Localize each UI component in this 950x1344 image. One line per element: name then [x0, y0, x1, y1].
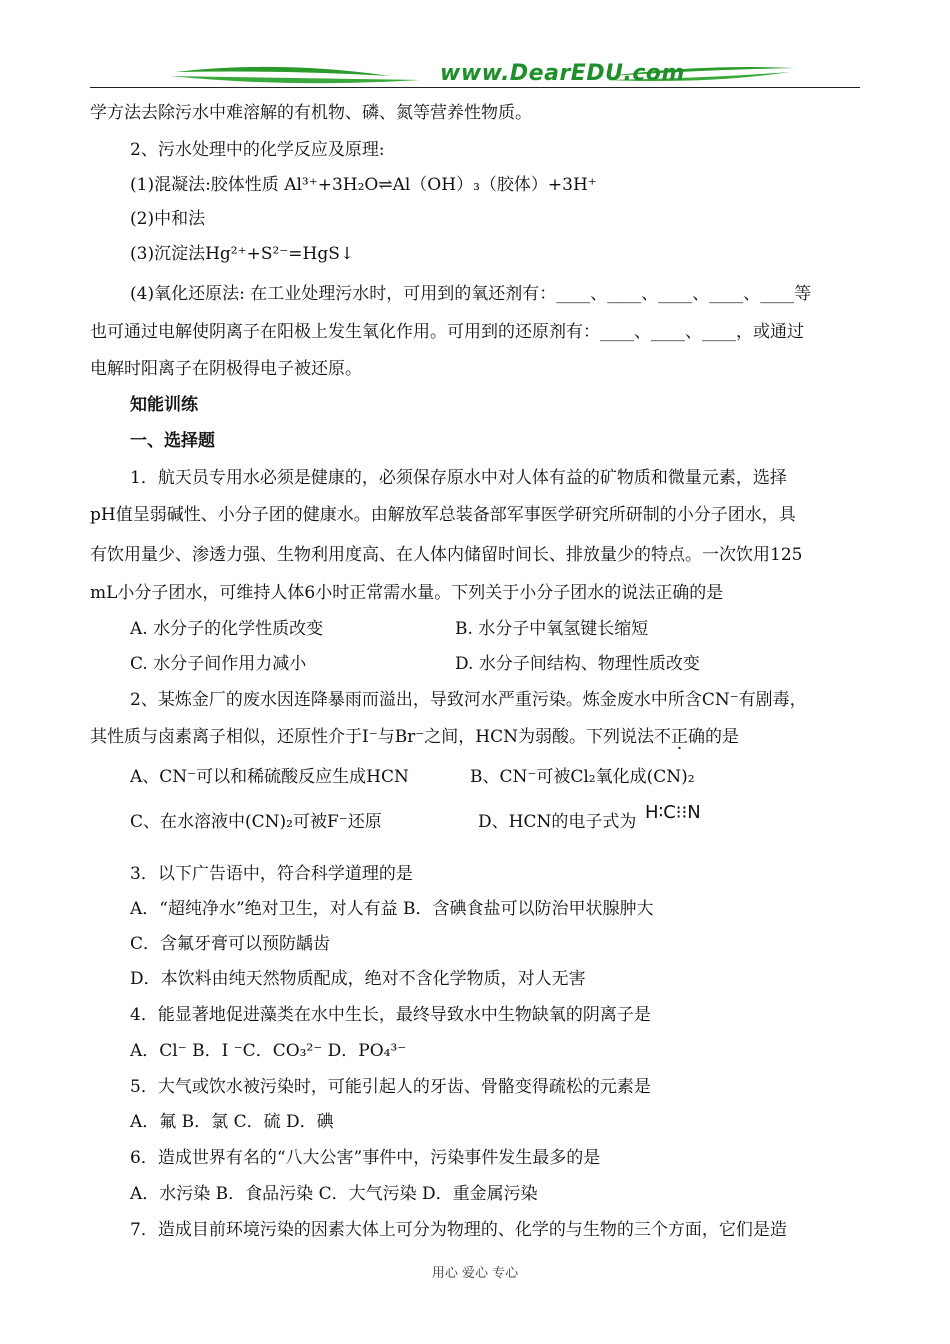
option-line: A．氟 B．氯 C．硫 D．碘 — [130, 1112, 334, 1132]
option-line: C．含氟牙膏可以预防龋齿 — [130, 934, 331, 954]
text-line: 学方法去除污水中难溶解的有机物、磷、氮等营养性物质。 — [90, 103, 532, 123]
question-text: 5．大气或饮水被污染时，可能引起人的牙齿、骨骼变得疏松的元素是 — [130, 1077, 651, 1097]
question-text — [90, 725, 739, 749]
option-c: C、在水溶液中(CN)₂可被F⁻还原 — [130, 812, 382, 832]
site-logo[interactable]: www.DearEDU.com — [440, 61, 685, 86]
option-line: A．水污染 B．食品污染 C．大气污染 D．重金属污染 — [130, 1184, 538, 1204]
section-heading: 知能训练 — [130, 395, 198, 415]
emphasis-text: 不正确 — [654, 727, 705, 747]
hcn-electron-formula: H∶C⁝⁝N — [645, 802, 701, 823]
option-d: D、HCN的电子式为 — [478, 812, 637, 832]
text-line: 2、污水处理中的化学反应及原理: — [130, 140, 385, 160]
question-text: mL小分子团水，可维持人体6小时正常需水量。下列关于小分子团水的说法正确的是 — [90, 583, 724, 603]
option-d: D. 水分子间结构、物理性质改变 — [455, 654, 700, 674]
section-heading: 一、选择题 — [130, 431, 215, 451]
option-line: A．Cl⁻ B．I ⁻C．CO₃²⁻ D．PO₄³⁻ — [130, 1041, 407, 1061]
text-line: (4)氧化还原法: 在工业处理污水时，可用到的氧还剂有：____、____、____、____、____等 — [130, 284, 812, 304]
option-a: A、CN⁻可以和稀硫酸反应生成HCN — [130, 767, 409, 787]
header-rule — [90, 87, 860, 88]
option-a: A. 水分子的化学性质改变 — [130, 619, 324, 639]
question-text: 3．以下广告语中，符合科学道理的是 — [130, 864, 413, 884]
text-line: 电解时阳离子在阴极得电子被还原。 — [90, 359, 362, 379]
question-text: 4．能显著地促进藻类在水中生长，最终导致水中生物缺氧的阴离子是 — [130, 1005, 651, 1025]
question-text: 2、某炼金厂的废水因连降暴雨而溢出，导致河水严重污染。炼金废水中所含CN⁻有剧毒， — [130, 690, 807, 710]
option-b: B. 水分子中氧氢键长缩短 — [455, 619, 649, 639]
page-footer: 用心 爱心 专心 — [431, 1266, 519, 1281]
option-c: C. 水分子间作用力减小 — [130, 654, 307, 674]
text-line: (3)沉淀法Hg²⁺+S²⁻=HgS↓ — [130, 244, 355, 264]
question-text: 有饮用量少、渗透力强、生物利用度高、在人体内储留时间长、排放量少的特点。一次饮用125 — [90, 545, 803, 565]
option-line: D．本饮料由纯天然物质配成，绝对不含化学物质，对人无害 — [130, 969, 586, 989]
question-text: pH值呈弱碱性、小分子团的健康水。由解放军总装备部军事医学研究所研制的小分子团水，具 — [90, 505, 796, 525]
question-text: 1．航天员专用水必须是健康的，必须保存原水中对人体有益的矿物质和微量元素，选择 — [130, 468, 787, 488]
text-line: (1)混凝法:胶体性质 Al³⁺+3H₂O⇌Al（OH）₃（胶体）+3H⁺ — [130, 175, 597, 195]
option-b: B、CN⁻可被Cl₂氧化成(CN)₂ — [470, 767, 695, 787]
text-line: 也可通过电解使阴离子在阳极上发生氧化作用。可用到的还原剂有：____、____、____，或通过 — [90, 322, 804, 342]
question-text: 6．造成世界有名的“八大公害”事件中，污染事件发生最多的是 — [130, 1148, 601, 1168]
question-text-part: 其性质与卤素离子相似，还原性介于I⁻与Br⁻之间，HCN为弱酸。下列说法 — [90, 727, 654, 747]
option-line: A．“超纯净水”绝对卫生，对人有益 B．含碘食盐可以防治甲状腺肿大 — [130, 899, 654, 919]
question-text: 7．造成目前环境污染的因素大体上可分为物理的、化学的与生物的三个方面，它们是造 — [130, 1220, 787, 1240]
text-line: (2)中和法 — [130, 209, 206, 229]
question-text-part: 的是 — [705, 727, 739, 747]
